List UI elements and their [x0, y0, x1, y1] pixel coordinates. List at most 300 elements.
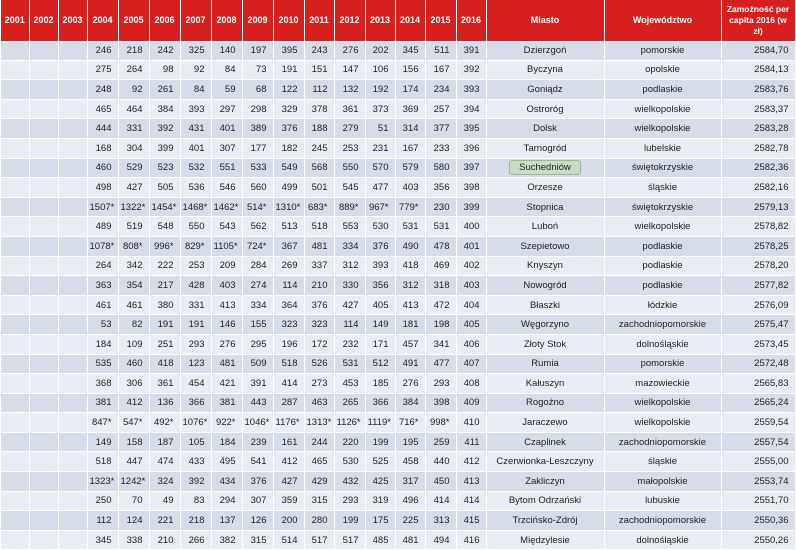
rank-cell — [58, 41, 87, 60]
rank-cell: 463 — [304, 393, 334, 413]
rank-cell: 191 — [149, 315, 180, 335]
rank-cell: 315 — [304, 491, 334, 511]
rank-cell — [29, 315, 58, 335]
rank-cell: 392 — [149, 119, 180, 139]
rank-cell: 233 — [425, 138, 456, 158]
rank-cell: 414 — [425, 491, 456, 511]
rank-cell — [1, 80, 29, 100]
column-header-year: 2012 — [334, 0, 365, 41]
rank-cell — [29, 41, 58, 60]
rank-cell: 967* — [365, 197, 395, 217]
rank-cell: 112 — [87, 511, 118, 531]
rank-cell: 265 — [334, 393, 365, 413]
rank-cell: 403 — [456, 276, 486, 296]
rank-cell: 342 — [118, 256, 149, 276]
rank-cell: 1046* — [242, 413, 273, 433]
wealth-value-cell: 2575,47 — [721, 315, 795, 335]
rank-cell: 182 — [273, 138, 304, 158]
rank-cell: 276 — [211, 334, 242, 354]
rank-cell: 491 — [395, 354, 425, 374]
rank-cell: 53 — [87, 315, 118, 335]
rank-cell: 364 — [273, 295, 304, 315]
rank-cell — [58, 491, 87, 511]
rank-cell: 530 — [334, 452, 365, 472]
city-cell: Zakliczyn — [486, 472, 604, 492]
rank-cell: 380 — [149, 295, 180, 315]
rank-cell: 345 — [87, 530, 118, 550]
rank-cell — [29, 511, 58, 531]
rank-cell: 393 — [180, 99, 211, 119]
rank-cell: 274 — [242, 276, 273, 296]
rank-cell: 84 — [211, 60, 242, 80]
rank-cell: 413 — [395, 295, 425, 315]
rank-cell: 414 — [456, 491, 486, 511]
rank-cell: 532 — [180, 158, 211, 178]
rank-cell — [1, 60, 29, 80]
city-cell: Nowogród — [486, 276, 604, 296]
wealth-value-cell: 2583,28 — [721, 119, 795, 139]
rank-cell: 330 — [334, 276, 365, 296]
rank-cell — [29, 256, 58, 276]
rank-cell — [1, 276, 29, 296]
voivodeship-cell: podlaskie — [604, 256, 721, 276]
rank-cell: 716* — [395, 413, 425, 433]
rank-cell: 161 — [273, 432, 304, 452]
rank-cell: 167 — [395, 138, 425, 158]
rank-cell: 428 — [180, 276, 211, 296]
rank-cell: 518 — [304, 217, 334, 237]
table-row — [1, 530, 795, 550]
rank-cell: 273 — [304, 374, 334, 394]
rank-cell: 307 — [211, 138, 242, 158]
rank-cell: 447 — [118, 452, 149, 472]
rank-cell: 391 — [456, 41, 486, 60]
rank-cell: 405 — [456, 315, 486, 335]
rank-cell — [58, 138, 87, 158]
rank-cell: 461 — [87, 295, 118, 315]
rank-cell: 175 — [365, 511, 395, 531]
rank-cell — [58, 530, 87, 550]
rank-cell: 323 — [304, 315, 334, 335]
rank-cell: 225 — [395, 511, 425, 531]
rank-cell: 187 — [149, 432, 180, 452]
rank-cell: 331 — [118, 119, 149, 139]
city-cell: Węgorzyno — [486, 315, 604, 335]
rank-cell: 1507* — [87, 197, 118, 217]
table-row — [1, 41, 795, 60]
rank-cell: 461 — [118, 295, 149, 315]
rank-cell: 505 — [149, 178, 180, 198]
rank-cell: 122 — [273, 80, 304, 100]
rank-cell — [1, 354, 29, 374]
rank-cell — [1, 432, 29, 452]
city-cell — [486, 158, 604, 178]
rank-cell — [1, 452, 29, 472]
rank-cell — [29, 276, 58, 296]
wealth-value-cell: 2551,70 — [721, 491, 795, 511]
rank-cell: 304 — [118, 138, 149, 158]
rank-cell: 1242* — [118, 472, 149, 492]
rank-cell: 367 — [273, 236, 304, 256]
rank-cell: 536 — [180, 178, 211, 198]
rank-cell: 356 — [425, 178, 456, 198]
rank-cell: 232 — [334, 334, 365, 354]
table-row — [1, 276, 795, 296]
rank-cell: 83 — [180, 491, 211, 511]
rank-cell: 427 — [273, 472, 304, 492]
rank-cell: 450 — [425, 472, 456, 492]
wealth-value-cell: 2579,13 — [721, 197, 795, 217]
rank-cell: 155 — [242, 315, 273, 335]
rank-cell: 1119* — [365, 413, 395, 433]
city-cell: Jaraczewo — [486, 413, 604, 433]
rank-cell: 334 — [242, 295, 273, 315]
rank-cell: 535 — [87, 354, 118, 374]
rank-cell: 246 — [87, 41, 118, 60]
rank-cell — [29, 393, 58, 413]
rank-cell: 996* — [149, 236, 180, 256]
rank-cell: 416 — [456, 530, 486, 550]
rank-cell: 922* — [211, 413, 242, 433]
rank-cell — [58, 158, 87, 178]
rank-cell: 413 — [456, 472, 486, 492]
rank-cell: 376 — [304, 295, 334, 315]
rank-cell: 177 — [242, 138, 273, 158]
voivodeship-cell: małopolskie — [604, 472, 721, 492]
rank-cell: 465 — [304, 452, 334, 472]
rank-cell: 244 — [304, 432, 334, 452]
rank-cell: 453 — [334, 374, 365, 394]
rank-cell: 478 — [425, 236, 456, 256]
rank-cell: 195 — [395, 432, 425, 452]
rank-cell — [29, 99, 58, 119]
rank-cell: 123 — [180, 354, 211, 374]
rank-cell: 257 — [425, 99, 456, 119]
rank-cell: 409 — [456, 393, 486, 413]
table-row — [1, 60, 795, 80]
column-header-voivodeship: Województwo — [604, 0, 721, 41]
rank-cell: 454 — [180, 374, 211, 394]
table-row — [1, 217, 795, 237]
rank-cell: 230 — [425, 197, 456, 217]
rank-cell: 464 — [118, 99, 149, 119]
rank-cell: 243 — [304, 41, 334, 60]
rank-cell — [58, 295, 87, 315]
table-row — [1, 256, 795, 276]
rank-cell — [58, 511, 87, 531]
rank-cell: 389 — [242, 119, 273, 139]
rank-cell: 496 — [395, 491, 425, 511]
rank-cell: 376 — [273, 119, 304, 139]
voivodeship-cell: pomorskie — [604, 354, 721, 374]
city-cell: Goniądz — [486, 80, 604, 100]
wealth-value-cell: 2582,36 — [721, 158, 795, 178]
table-row — [1, 295, 795, 315]
rank-cell: 366 — [180, 393, 211, 413]
rank-cell: 545 — [334, 178, 365, 198]
rank-cell: 49 — [149, 491, 180, 511]
rank-cell: 98 — [149, 60, 180, 80]
rank-cell: 220 — [334, 432, 365, 452]
rank-cell: 313 — [425, 511, 456, 531]
rank-cell: 1076* — [180, 413, 211, 433]
rank-cell: 126 — [242, 511, 273, 531]
column-header-year: 2005 — [118, 0, 149, 41]
column-header-year: 2008 — [211, 0, 242, 41]
rank-cell — [1, 491, 29, 511]
rank-cell — [58, 374, 87, 394]
rank-cell: 499 — [273, 178, 304, 198]
rank-cell: 319 — [365, 491, 395, 511]
rank-cell — [58, 413, 87, 433]
rank-cell: 259 — [425, 432, 456, 452]
rank-cell: 369 — [395, 99, 425, 119]
rank-cell: 284 — [242, 256, 273, 276]
column-header-year: 2016 — [456, 0, 486, 41]
rank-cell: 412 — [118, 393, 149, 413]
rank-cell: 1105* — [211, 236, 242, 256]
rank-cell: 373 — [365, 99, 395, 119]
rank-cell: 264 — [118, 60, 149, 80]
rank-cell: 518 — [273, 354, 304, 374]
wealth-value-cell: 2578,82 — [721, 217, 795, 237]
rank-cell — [1, 197, 29, 217]
table-body — [1, 41, 795, 550]
rank-cell: 70 — [118, 491, 149, 511]
wealth-value-cell: 2565,24 — [721, 393, 795, 413]
table-row — [1, 432, 795, 452]
rank-cell: 248 — [87, 80, 118, 100]
voivodeship-cell: lubuskie — [604, 491, 721, 511]
wealth-ranking-table — [1, 0, 796, 550]
rank-cell — [58, 99, 87, 119]
rank-cell: 444 — [87, 119, 118, 139]
rank-cell: 458 — [395, 452, 425, 472]
rank-cell — [29, 119, 58, 139]
column-header-year: 2013 — [365, 0, 395, 41]
rank-cell — [1, 530, 29, 550]
voivodeship-cell: zachodniopomorskie — [604, 315, 721, 335]
rank-cell: 529 — [118, 158, 149, 178]
rank-cell: 112 — [304, 80, 334, 100]
rank-cell: 188 — [304, 119, 334, 139]
city-cell: Trzcińsko-Zdrój — [486, 511, 604, 531]
rank-cell — [1, 334, 29, 354]
rank-cell: 345 — [395, 41, 425, 60]
wealth-value-cell: 2578,25 — [721, 236, 795, 256]
rank-cell: 378 — [304, 99, 334, 119]
rank-cell: 297 — [211, 99, 242, 119]
rank-cell: 366 — [365, 393, 395, 413]
rank-cell: 334 — [334, 236, 365, 256]
table-row — [1, 491, 795, 511]
rank-cell: 341 — [425, 334, 456, 354]
rank-cell: 404 — [456, 295, 486, 315]
rank-cell: 51 — [365, 119, 395, 139]
voivodeship-cell: wielkopolskie — [604, 99, 721, 119]
rank-cell: 198 — [425, 315, 456, 335]
rank-cell: 231 — [365, 138, 395, 158]
rank-cell: 548 — [149, 217, 180, 237]
rank-cell: 550 — [334, 158, 365, 178]
city-cell: Czerwionka-Leszczyny — [486, 452, 604, 472]
rank-cell: 1078* — [87, 236, 118, 256]
rank-cell: 1468* — [180, 197, 211, 217]
rank-cell: 533 — [242, 158, 273, 178]
rank-cell: 1310* — [273, 197, 304, 217]
rank-cell — [1, 295, 29, 315]
rank-cell: 412 — [456, 452, 486, 472]
rank-cell: 338 — [118, 530, 149, 550]
rank-cell: 109 — [118, 334, 149, 354]
rank-cell: 312 — [395, 276, 425, 296]
rank-cell: 82 — [118, 315, 149, 335]
city-cell: Ostroróg — [486, 99, 604, 119]
rank-cell: 275 — [87, 60, 118, 80]
rank-cell: 392 — [456, 60, 486, 80]
rank-cell: 287 — [273, 393, 304, 413]
rank-cell: 481 — [211, 354, 242, 374]
rank-cell: 239 — [242, 432, 273, 452]
rank-cell: 889* — [334, 197, 365, 217]
rank-cell — [58, 354, 87, 374]
rank-cell: 197 — [242, 41, 273, 60]
rank-cell: 318 — [425, 276, 456, 296]
rank-cell: 412 — [273, 452, 304, 472]
rank-cell: 384 — [395, 393, 425, 413]
rank-cell: 396 — [456, 138, 486, 158]
rank-cell: 440 — [425, 452, 456, 472]
city-cell: Kałuszyn — [486, 374, 604, 394]
rank-cell: 427 — [118, 178, 149, 198]
rank-cell: 324 — [149, 472, 180, 492]
rank-cell: 315 — [242, 530, 273, 550]
rank-cell: 847* — [87, 413, 118, 433]
city-cell: Czaplinek — [486, 432, 604, 452]
rank-cell: 494 — [425, 530, 456, 550]
rank-cell: 105 — [180, 432, 211, 452]
rank-cell: 171 — [365, 334, 395, 354]
city-cell: Stopnica — [486, 197, 604, 217]
rank-cell: 314 — [395, 119, 425, 139]
rank-cell: 151 — [304, 60, 334, 80]
rank-cell: 495 — [211, 452, 242, 472]
table-row — [1, 374, 795, 394]
rank-cell: 306 — [118, 374, 149, 394]
rank-cell: 361 — [334, 99, 365, 119]
rank-cell — [1, 119, 29, 139]
rank-cell: 209 — [211, 256, 242, 276]
rank-cell: 489 — [87, 217, 118, 237]
rank-cell: 191 — [273, 60, 304, 80]
rank-cell: 1323* — [87, 472, 118, 492]
rank-cell: 149 — [87, 432, 118, 452]
rank-cell: 276 — [395, 374, 425, 394]
rank-cell — [1, 138, 29, 158]
rank-cell: 356 — [365, 276, 395, 296]
table-row — [1, 138, 795, 158]
column-header-year: 2004 — [87, 0, 118, 41]
rank-cell: 269 — [273, 256, 304, 276]
wealth-value-cell: 2557,54 — [721, 432, 795, 452]
rank-cell: 517 — [304, 530, 334, 550]
rank-cell: 140 — [211, 41, 242, 60]
table-row — [1, 99, 795, 119]
rank-cell — [29, 432, 58, 452]
rank-cell: 1313* — [304, 413, 334, 433]
wealth-value-cell: 2555,00 — [721, 452, 795, 472]
rank-cell — [58, 80, 87, 100]
rank-cell: 481 — [304, 236, 334, 256]
rank-cell: 402 — [456, 256, 486, 276]
column-header-year: 2015 — [425, 0, 456, 41]
column-header-year: 2007 — [180, 0, 211, 41]
city-cell: Byczyna — [486, 60, 604, 80]
rank-cell: 196 — [273, 334, 304, 354]
rank-cell: 158 — [118, 432, 149, 452]
rank-cell: 191 — [180, 315, 211, 335]
voivodeship-cell: podlaskie — [604, 80, 721, 100]
column-header-year: 2011 — [304, 0, 334, 41]
voivodeship-cell: podlaskie — [604, 276, 721, 296]
rank-cell: 551 — [211, 158, 242, 178]
rank-cell — [29, 295, 58, 315]
rank-cell: 114 — [273, 276, 304, 296]
rank-cell: 293 — [334, 491, 365, 511]
rank-cell — [58, 197, 87, 217]
rank-cell: 217 — [149, 276, 180, 296]
city-cell: Błaszki — [486, 295, 604, 315]
table-row — [1, 315, 795, 335]
rank-cell: 279 — [334, 119, 365, 139]
highlighted-city: Suchedniów — [509, 160, 581, 175]
rank-cell: 779* — [395, 197, 425, 217]
rank-cell: 553 — [334, 217, 365, 237]
rank-cell: 427 — [334, 295, 365, 315]
rank-cell: 172 — [304, 334, 334, 354]
voivodeship-cell: śląskie — [604, 452, 721, 472]
wealth-value-cell: 2565,83 — [721, 374, 795, 394]
table-row — [1, 334, 795, 354]
rank-cell — [29, 452, 58, 472]
table-row — [1, 80, 795, 100]
city-cell: Złoty Stok — [486, 334, 604, 354]
rank-cell — [29, 178, 58, 198]
city-cell: Rogoźno — [486, 393, 604, 413]
rank-cell: 1126* — [334, 413, 365, 433]
rank-cell: 251 — [149, 334, 180, 354]
table-row — [1, 178, 795, 198]
rank-cell: 202 — [365, 41, 395, 60]
wealth-value-cell: 2577,82 — [721, 276, 795, 296]
wealth-value-cell: 2583,37 — [721, 99, 795, 119]
rank-cell — [58, 315, 87, 335]
rank-cell — [1, 41, 29, 60]
rank-cell: 808* — [118, 236, 149, 256]
rank-cell: 531 — [395, 217, 425, 237]
rank-cell: 474 — [149, 452, 180, 472]
rank-cell: 222 — [149, 256, 180, 276]
rank-cell: 519 — [118, 217, 149, 237]
rank-cell: 560 — [242, 178, 273, 198]
table-row — [1, 197, 795, 217]
rank-cell: 295 — [242, 334, 273, 354]
rank-cell: 376 — [365, 236, 395, 256]
rank-cell: 457 — [395, 334, 425, 354]
rank-cell: 210 — [149, 530, 180, 550]
rank-cell: 156 — [395, 60, 425, 80]
rank-cell: 514 — [273, 530, 304, 550]
